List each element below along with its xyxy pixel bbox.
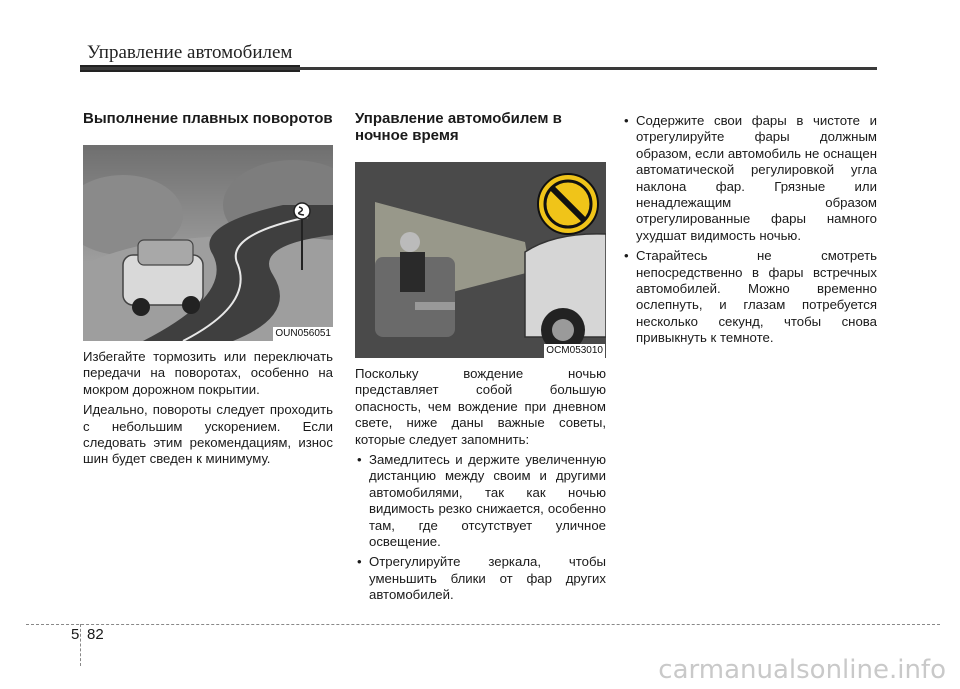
page-header-title: Управление автомобилем [87, 42, 293, 63]
figure-code: OUN056051 [275, 328, 331, 339]
watermark: carmanualsonline.info [658, 655, 946, 685]
intro-paragraph: Поскольку вождение ночью представляет собой большую опасность, чем вождение при дневном свете, ниже даны важные советы, которые следует запомнить: [355, 366, 606, 447]
footer-divider [80, 624, 81, 666]
figure-curve-road [83, 145, 333, 341]
paragraph-1: Избегайте тормозить или переключать передачи на поворотах, особенно на мокром дорожном покрытии. [83, 349, 333, 397]
column-middle [355, 110, 606, 608]
curve-road-illustration [83, 145, 333, 341]
page-number: 82 [87, 626, 104, 643]
night-tips-list [355, 452, 606, 604]
figure-night-glare [355, 162, 605, 358]
list-item: • Замедлитесь и держите увеличенную дистанцию между своим и другими автомобилями, так как ночью видимость резко снижается, особенно там, где отсутствует уличное освещение. [355, 452, 606, 550]
header-rule [80, 67, 877, 70]
list-item: • Отрегулируйте зеркала, чтобы уменьшить блики от фар других автомобилей. [355, 554, 606, 603]
section-heading-night: Управление автомобилем в ночное время [355, 110, 562, 144]
paragraph-2: Идеально, повороты следует проходить с небольшим ускорением. Если следовать этим рекомендациям, износ шин будет сведен к минимуму. [83, 402, 333, 467]
figure-code: OCM053010 [546, 345, 603, 356]
column-right [622, 113, 877, 351]
section-number: 5 [71, 626, 80, 643]
section-heading-turns: Выполнение плавных поворотов [83, 110, 333, 127]
list-item: • Содержите свои фары в чистоте и отрегулируйте фары должным образом, если автомобиль не оснащен автоматической регулировкой угла наклона фар. Грязные или ненадлежащим образом отрегулированные фары намного ухудшат видимость ночью. [622, 113, 877, 244]
night-glare-illustration [355, 162, 606, 358]
night-tips-list-continued [622, 113, 877, 347]
column-left [83, 110, 333, 472]
list-item: • Старайтесь не смотреть непосредственно в фары встречных автомобилей. Можно временно ослепнуть, и глазам потребуется несколько секунд, чтобы снова привыкнуть к темноте. [622, 248, 877, 346]
footer-rule [26, 624, 940, 625]
